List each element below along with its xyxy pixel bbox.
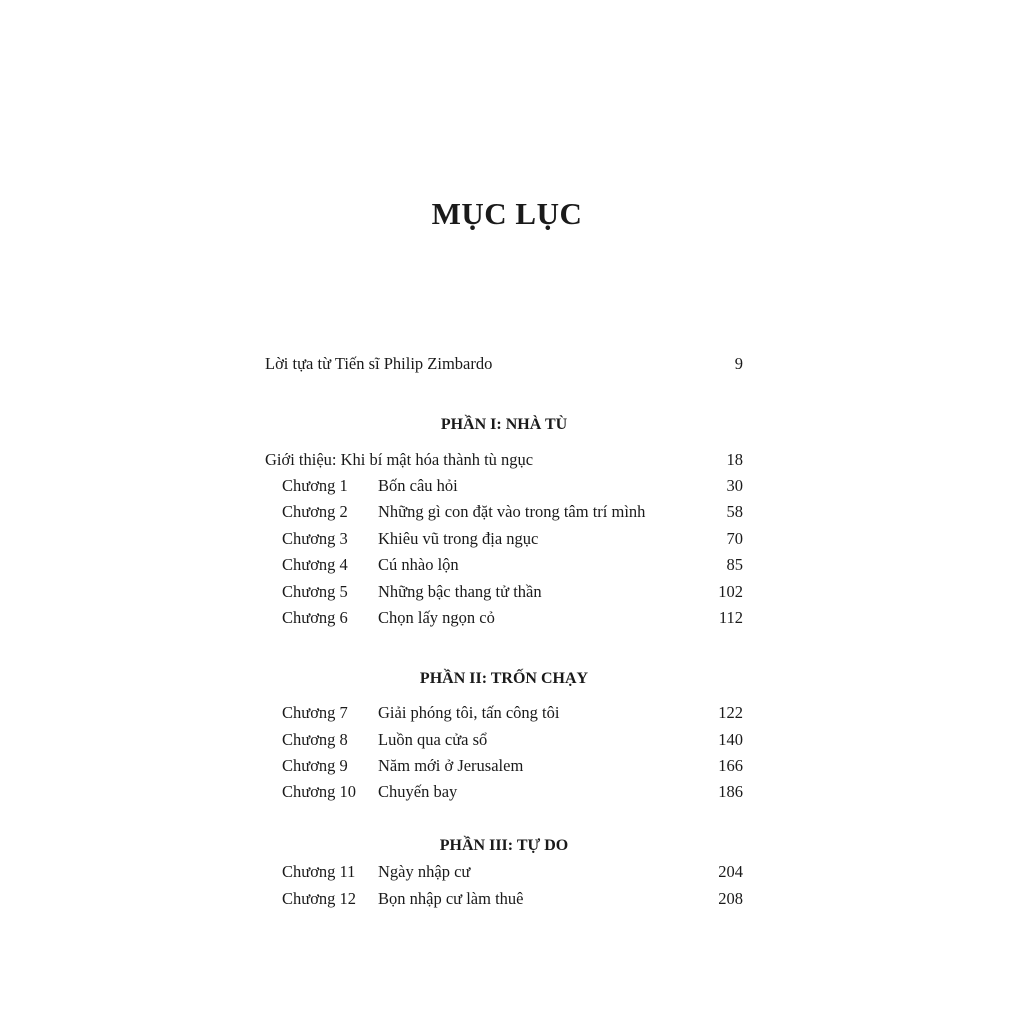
chapter-number: Chương 1 xyxy=(282,476,348,495)
chapter-title: Chọn lấy ngọn cỏ xyxy=(378,608,495,627)
entry-page: 70 xyxy=(726,529,743,548)
chapter-title: Chuyến bay xyxy=(378,782,458,801)
chapter-title: Khiêu vũ trong địa ngục xyxy=(378,529,539,548)
chapter-number: Chương 8 xyxy=(282,730,348,749)
chapter-title: Năm mới ở Jerusalem xyxy=(378,756,524,775)
chapter-title: Luồn qua cửa sổ xyxy=(378,730,488,749)
toc-entry-intro[interactable] xyxy=(265,449,743,471)
chapter-title: Những bậc thang tử thần xyxy=(378,582,542,601)
toc-entry-chapter[interactable] xyxy=(265,475,743,497)
page-title: MỤC LỤC xyxy=(431,196,583,231)
entry-page: 85 xyxy=(726,555,743,574)
chapter-number: Chương 2 xyxy=(282,502,348,521)
entry-page: 208 xyxy=(718,889,743,908)
chapter-number: Chương 6 xyxy=(282,608,348,627)
toc-entry-foreword[interactable] xyxy=(265,353,743,375)
toc-entry-chapter[interactable] xyxy=(265,501,743,523)
chapter-title: Cú nhào lộn xyxy=(378,555,459,574)
part-heading-1: PHẦN I: NHÀ TÙ xyxy=(440,416,568,433)
entry-page: 58 xyxy=(726,502,743,521)
toc-entry-chapter[interactable] xyxy=(265,888,743,910)
chapter-title: Ngày nhập cư xyxy=(378,862,471,881)
toc-entry-chapter[interactable] xyxy=(265,554,743,576)
toc-entry-chapter[interactable] xyxy=(265,861,743,883)
entry-page: 204 xyxy=(718,862,743,881)
chapter-number: Chương 10 xyxy=(282,782,357,801)
toc-entry-chapter[interactable] xyxy=(265,702,743,724)
entry-page: 166 xyxy=(718,756,743,775)
chapter-number: Chương 12 xyxy=(282,889,357,908)
chapter-number: Chương 9 xyxy=(282,756,348,775)
entry-page: 30 xyxy=(726,476,743,495)
entry-page: 186 xyxy=(718,782,743,801)
entry-page: 18 xyxy=(726,450,743,469)
chapter-number: Chương 5 xyxy=(282,582,348,601)
toc-entry-chapter[interactable] xyxy=(265,528,743,550)
toc-entry-chapter[interactable] xyxy=(265,729,743,751)
chapter-number: Chương 7 xyxy=(282,703,348,722)
entry-page: 102 xyxy=(718,582,743,601)
entry-page: 9 xyxy=(734,354,743,373)
chapter-number: Chương 3 xyxy=(282,529,348,548)
entry-page: 140 xyxy=(718,730,743,749)
chapter-number: Chương 4 xyxy=(282,555,348,574)
part-heading-3: PHẦN III: TỰ DO xyxy=(439,837,569,854)
entry-page: 122 xyxy=(718,703,743,722)
entry-page: 112 xyxy=(718,608,743,627)
chapter-title: Những gì con đặt vào trong tâm trí mình xyxy=(378,502,646,521)
toc-entry-chapter[interactable] xyxy=(265,607,743,629)
chapter-title: Giải phóng tôi, tấn công tôi xyxy=(378,703,560,722)
entry-title: Giới thiệu: Khi bí mật hóa thành tù ngục xyxy=(265,450,534,469)
chapter-title: Bốn câu hỏi xyxy=(378,476,458,495)
part-heading-2: PHẦN II: TRỐN CHẠY xyxy=(419,670,589,687)
toc-entry-chapter[interactable] xyxy=(265,755,743,777)
chapter-number: Chương 11 xyxy=(282,862,356,881)
toc-entry-chapter[interactable] xyxy=(265,581,743,603)
entry-title: Lời tựa từ Tiến sĩ Philip Zimbardo xyxy=(265,354,493,373)
chapter-title: Bọn nhập cư làm thuê xyxy=(378,889,524,908)
toc-entry-chapter[interactable] xyxy=(265,781,743,803)
